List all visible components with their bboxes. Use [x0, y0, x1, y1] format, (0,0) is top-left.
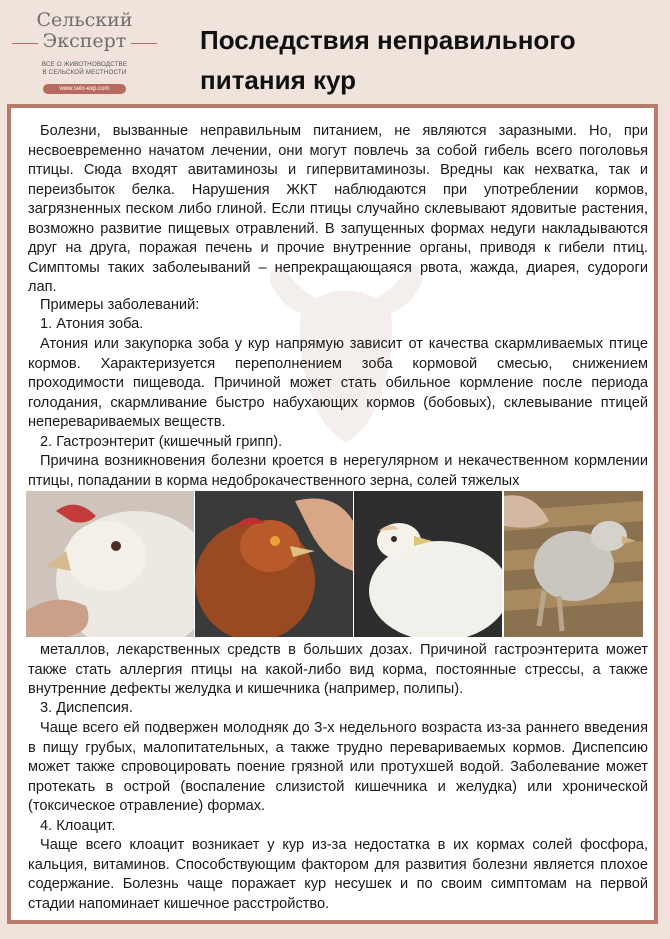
paragraph-intro: Болезни, вызванные неправильным питанием, не являются заразными. Но, при несвоевременно начатом лечении, они могут повлечь за собой гибель всего поголовья птицы. Сюда входят авитаминозы и гипервитаминозы. Вредны как нехватка, так и переизбыток белка. Нарушения ЖКТ наблюдаются при употреблении кормов, загрязненных песком либо глиной. Если птицы случайно склевывают ядовитые растения, возможно развитие пищевых отравлений. В запущенных формах недуги накладываются друг на друга, поражая печень и прочие внутренние органы, приводя к гибели птиц. Симптомы таких заболеываний – непрекращающаяся рвота, жажда, диарея, судороги лап. — [28, 123, 648, 295]
logo-line1: Сельский — [36, 9, 133, 31]
page-title — [200, 20, 640, 100]
photo-chicken-on-floor — [504, 491, 643, 637]
logo-tagline — [12, 61, 157, 77]
header — [0, 0, 670, 104]
photo-sick-chick — [354, 491, 502, 637]
item3-paragraph: Чаще всего ей подвержен молодняк до 3-х недельного возраста из-за раннего введения в пищу грубых, малопитательных, а также трудно перевариваемых кормов. Диспепсию может также спровоцировать поение грязной или протухшей водой. Заболевание может протекать в острой (воспаление слизистой кишечника и желудка) или хронической (токсическое отравление) формах. — [28, 720, 648, 814]
title-line2: питания кур — [200, 65, 356, 95]
item4-paragraph: Чаще всего клоацит возникает у кур из-за недостатка в их кормах солей фосфора, кальция, витаминов. Способствующим фактором для развития болезни является плохое содержание. Болезнь чаще поражает кур несушек и по своим симптомам на первой стадии напоминает кишечное расстройство. — [28, 837, 648, 912]
item1-heading: 1. Атония зоба. — [40, 316, 144, 332]
content-panel — [7, 104, 658, 924]
logo-rule-right — [131, 43, 157, 44]
logo-tagline-2: В СЕЛЬСКОЙ МЕСТНОСТИ — [42, 69, 127, 76]
logo-tagline-1: ВСЕ О ЖИВОТНОВОДСТВЕ — [41, 61, 128, 68]
photo-hen-held — [195, 491, 353, 637]
item2-heading: 2. Гастроэнтерит (кишечный грипп). — [40, 434, 283, 450]
photo-chicken-beak — [26, 491, 194, 637]
item2-paragraph-a: Причина возникновения болезни кроется в нерегулярном и некачественном кормлении птицы, попадании в корма недоброкачественного зерна, солей тяжелых — [28, 453, 648, 489]
site-logo[interactable] — [12, 10, 157, 102]
item2-paragraph-b: металлов, лекарственных средств в больших дозах. Причиной гастроэнтерита может также стать аллергия птицы на какой-либо вид корма, постоянные стрессы, а также внутренние дефекты желудка и кишечника (например, полипы). — [28, 642, 648, 697]
logo-line2: Эксперт — [42, 30, 127, 52]
logo-rule-left — [12, 43, 38, 44]
item1-paragraph: Атония или закупорка зоба у кур напрямую зависит от качества скармливаемых птице кормов. Характеризуется переполнением зоба кормовой смесью, снижением проходимости пищевода. Причиной может стать обильное кормление после периода голодания, скармливание быстро набухающих кормов (бобовых), склевывание птицей неперевариваемых веществ. — [28, 336, 648, 430]
logo-url[interactable]: www.selo-exp.com — [43, 84, 125, 94]
item3-heading: 3. Диспепсия. — [40, 700, 133, 716]
item4-heading: 4. Клоацит. — [40, 818, 116, 834]
examples-heading: Примеры заболеваний: — [40, 297, 200, 313]
title-line1: Последствия неправильного — [200, 25, 576, 55]
photo-strip — [26, 491, 643, 637]
